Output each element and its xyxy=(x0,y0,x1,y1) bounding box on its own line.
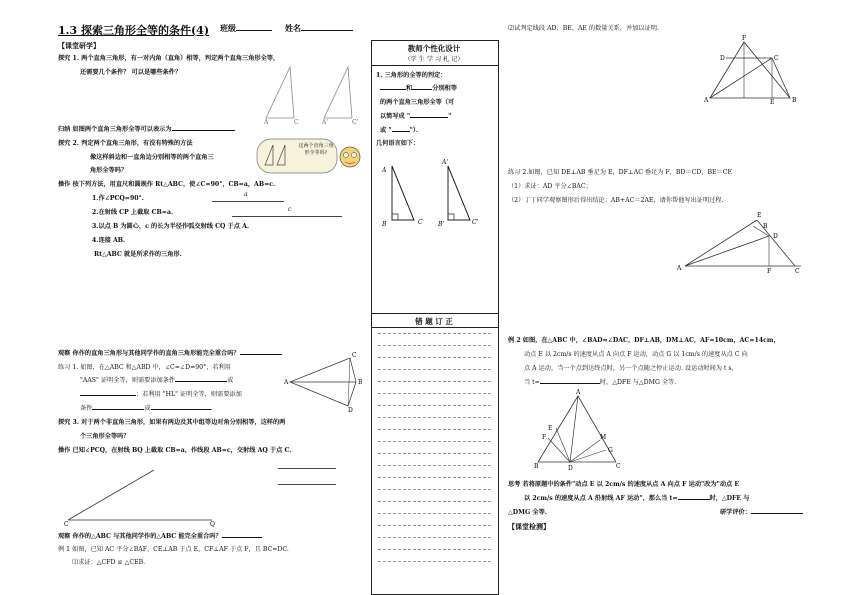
explore3-line2: 个三角形全等吗？ xyxy=(80,433,130,440)
svg-text:F: F xyxy=(767,268,772,275)
svg-text:A: A xyxy=(284,379,289,386)
bubble-text: 这两个直角三角形全等吗? xyxy=(298,143,334,156)
observe1: 观察 你作的直角三角形与其他同学作的直角三角形能完全重合吗？ xyxy=(58,349,282,358)
example1-line2: ⑴求证：△CFD ≌ △CEB. xyxy=(72,559,146,566)
explore2-line3: 角形全等吗？ xyxy=(90,167,128,174)
operation-result: Rt△ABC 就是所求作的三角形. xyxy=(94,251,182,258)
operation-step4: 4.连接 AB. xyxy=(92,237,126,244)
operation-step1: 1.作∠PCQ=90°. xyxy=(92,195,144,202)
explore3-line1: 探究 3. 对于两个非直角三角形，如果有两边及其中组等边对角分别相等，这样的两 xyxy=(58,419,286,426)
class-test-title: 【课堂检测】 xyxy=(508,522,550,531)
errors-title: 错 题 订 正 xyxy=(415,317,453,326)
name-label: 姓名 xyxy=(285,24,353,33)
segment-c-label: c xyxy=(288,206,292,213)
svg-text:C: C xyxy=(616,463,621,470)
operation-step2: 2.在射线 CP 上截取 CB=a. xyxy=(92,209,174,216)
svg-text:F: F xyxy=(742,35,747,42)
segment-c xyxy=(232,216,342,217)
svg-text:A: A xyxy=(576,389,581,396)
errors-divider xyxy=(371,313,498,314)
class-label: 班级 xyxy=(220,24,272,33)
svg-text:E: E xyxy=(548,425,553,432)
svg-text:B: B xyxy=(358,379,363,386)
notes-divider xyxy=(371,65,498,66)
example2-line2: 动点 E 以 2cm/s 的速度从点 A 向点 F 运动，动点 G 以 1cm/s 的速度从点 C 向 xyxy=(524,351,748,358)
svg-text:A: A xyxy=(704,97,709,104)
example2-line3: 点 A 运动，当一个点到达终点时，另一个点随之停止运动. 设运动时间为 t s， xyxy=(524,365,738,372)
operation-step3: 3.以点 B 为圆心，c 的长为半径作弧交射线 CQ 于点 A. xyxy=(92,223,250,230)
think-line2: 以 2cm/s 的速度从点 A 沿射线 AF 运动"，那么当 t= 时，△DFE 与 xyxy=(524,495,750,502)
svg-text:A': A' xyxy=(442,159,448,166)
explore1-line2: 还需要几个条件？ 可以是哪些条件？ xyxy=(80,69,182,76)
errors-lined-area[interactable] xyxy=(378,333,491,573)
svg-text:C: C xyxy=(418,219,423,226)
svg-text:A': A' xyxy=(322,119,328,126)
operation2: 操作 已知∠PCQ，在射线 BQ 上截取 CB=a，作线段 AB=c，交射线 AQ 于点 C. xyxy=(58,447,292,454)
segment-a xyxy=(212,201,284,202)
note-line5: 或 " "）． xyxy=(380,127,423,134)
angle-pcq-figure xyxy=(64,468,214,526)
svg-text:B': B' xyxy=(438,221,445,228)
svg-text:C: C xyxy=(352,352,357,359)
example2-figure xyxy=(534,389,624,472)
page-title: 1.3 探索三角形全等的条件(4) xyxy=(58,24,210,37)
think-line3: △DMG 全等. xyxy=(508,509,547,516)
svg-text:A: A xyxy=(264,119,269,126)
example1-line1: 例 1 如图，已知 AC 平分∠BAF，CE⊥AB 于点 E，CF⊥AF 于点 F，且 BC=DC. xyxy=(58,546,289,553)
exercise1-line1: 练习 1. 如图，在△ABC 和△ABD 中，∠C=∠D=90°，若利用 xyxy=(58,364,231,371)
question2: ⑵试判定线段 AD、BE、AE 的数量关系，并加以证明. xyxy=(508,25,659,32)
exercise1-line4: 条件 或 . xyxy=(80,405,213,412)
observe2: 观察 你作的△ABC 与其他同学作的△ABC 能完全重合吗？ xyxy=(58,532,262,541)
segment-a2 xyxy=(278,468,336,469)
note-line1: 1. 三角形的全等的判定： xyxy=(376,72,447,79)
svg-text:B: B xyxy=(382,221,387,228)
svg-text:F: F xyxy=(542,434,547,441)
segment-a-label: a xyxy=(244,191,248,198)
example2-line4: 当 t= 时，△DFE 与△DMG 全等. xyxy=(524,379,677,386)
exercise1-figure xyxy=(284,352,364,414)
exercise2-figure xyxy=(677,210,803,275)
svg-text:D: D xyxy=(773,233,778,240)
svg-text:E: E xyxy=(770,99,775,106)
svg-text:E: E xyxy=(757,212,762,219)
svg-text:A: A xyxy=(382,167,387,174)
explore2-line1: 探究 2. 判定两个直角三角形，有没有特殊的方法 xyxy=(58,140,193,147)
svg-text:C: C xyxy=(774,55,779,62)
exercise2-line2: （1）求证：AD 平分∠BAC； xyxy=(508,183,592,190)
explore1-line1: 探究 1. 两个直角三角形，有一对内角（直角）相等，判定两个直角三角形全等， xyxy=(58,55,280,62)
two-right-triangles-figure xyxy=(260,65,360,125)
svg-text:C: C xyxy=(294,119,299,126)
notes-triangles-figure xyxy=(380,158,490,230)
svg-text:C: C xyxy=(64,521,69,528)
exercise1-line2: "AAS" 证明全等，则需要添加条件 或 xyxy=(80,377,234,384)
svg-text:B: B xyxy=(763,223,768,230)
summary: 归纳 如图两个直角三角形全等可以表示为 . xyxy=(58,126,236,133)
example2-line1: 例 2 如图，在△ABC 中，∠BAD=∠DAC，DF⊥AB，DM⊥AC，AF=10cm，AC=14cm， xyxy=(508,337,780,344)
note-line3: 的两个直角三角形全等（可 xyxy=(380,99,455,106)
errors-divider2 xyxy=(371,327,498,328)
explore2-line2: 像这样斜边和一直角边分别相等的两个直角三 xyxy=(90,154,214,161)
example1-figure xyxy=(704,35,804,106)
note-line4: 以简写成 " " xyxy=(380,113,452,120)
svg-text:A: A xyxy=(677,265,682,272)
svg-text:C': C' xyxy=(472,219,479,226)
evaluation: 研学评价： xyxy=(720,508,803,517)
think-line1: 思考 若将原题中的条件"动点 E 以 2cm/s 的速度从点 A 向点 F 运动"改为"动点 E xyxy=(508,481,740,488)
note-line2: 和 分别相等 xyxy=(380,84,457,93)
segment-c2 xyxy=(278,484,336,485)
svg-text:C: C xyxy=(795,268,800,275)
svg-text:D: D xyxy=(348,407,353,414)
svg-text:C': C' xyxy=(352,119,359,126)
svg-text:Q: Q xyxy=(210,521,215,528)
svg-text:M: M xyxy=(600,434,607,441)
exercise1-line3: ；若利用 "HL" 证明全等，则需要添加 xyxy=(80,390,242,399)
notes-title: 教师个性化设计 xyxy=(407,44,461,53)
exercise2-line3: （2）丁丁同学观察图形后得出结论：AB+AC＝2AE，请你帮他写出证明过程. xyxy=(508,197,724,204)
svg-text:B: B xyxy=(534,463,539,470)
notes-subtitle: （学 生 学 习 札 记） xyxy=(404,56,464,63)
svg-text:B: B xyxy=(792,97,797,104)
exercise2-line1: 练习 2.如图，已知 DE⊥AB 垂足为 E，DF⊥AC 垂足为 F，BD＝CD，BE＝CF. xyxy=(508,169,733,176)
section-title: 【课堂研学】 xyxy=(58,41,100,50)
operation-intro: 操作 按下列方法，用直尺和圆规作 Rt△ABC，使∠C=90°，CB=a，AB=c. xyxy=(58,181,276,188)
note-line6: 几何语言如下： xyxy=(376,140,420,147)
svg-text:D: D xyxy=(720,55,725,62)
svg-text:D: D xyxy=(568,465,573,472)
svg-text:G: G xyxy=(608,447,613,454)
